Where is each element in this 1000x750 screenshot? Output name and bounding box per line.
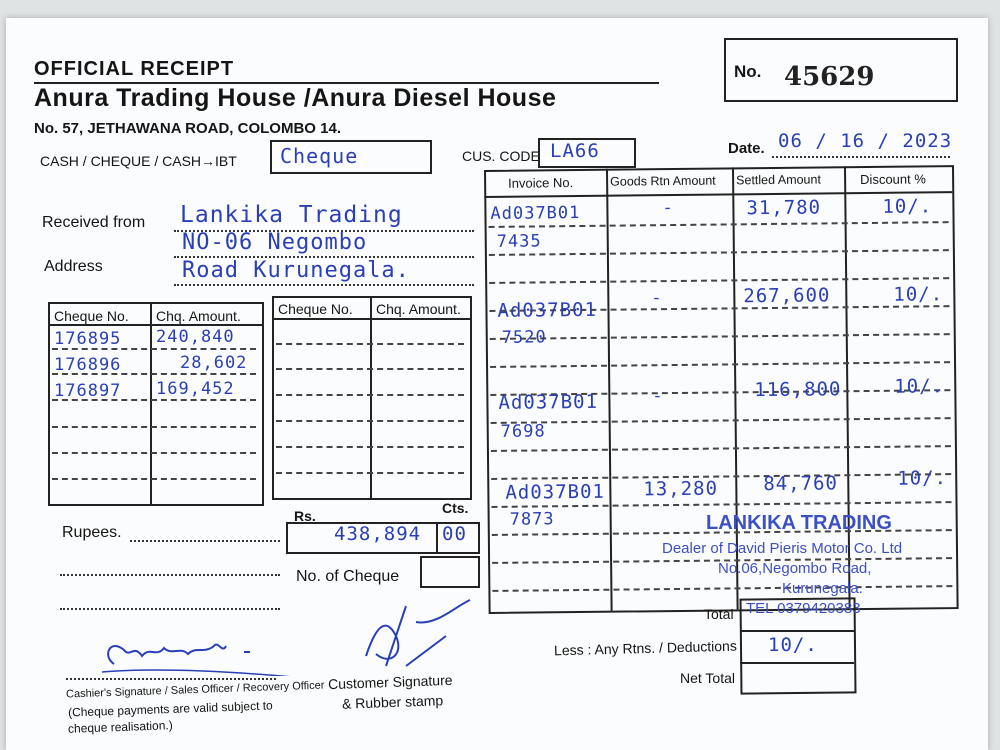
invoice-row-line-8: [491, 417, 951, 424]
invoice-4-rtn: 13,280: [643, 477, 719, 501]
received-from-label: Received from: [42, 214, 146, 231]
invoice-1-no: Ad037B01: [490, 202, 581, 224]
cus-code-value: LA66: [550, 140, 600, 162]
date-label: Date.: [728, 140, 765, 157]
cashier-label: Cashier's Signature / Sales Officer / Recovery Officer: [65, 679, 325, 701]
invoice-2-no-suffix: 7520: [501, 327, 547, 348]
rs-label: Rs.: [294, 508, 316, 524]
cheque-no-2: 176896: [54, 355, 122, 375]
no-of-cheque-box: [420, 556, 480, 588]
less-value: 10/.: [768, 634, 818, 656]
date-value: 06 / 16 / 2023: [778, 130, 953, 152]
received-from-value: Lankika Trading: [180, 202, 403, 228]
payment-types-label: CASH / CHEQUE / CASH→IBT: [40, 153, 237, 169]
invoice-col2-header: Goods Rtn Amount: [610, 173, 716, 189]
cashier-signature: [94, 616, 294, 676]
invoice-row-line-5: [490, 333, 950, 340]
company-name: Anura Trading House /Anura Diesel House: [34, 84, 557, 112]
invoice-4-no: Ad037B01: [505, 480, 606, 504]
cheque-left-row-5: [52, 452, 256, 454]
cheque-right-row-4: [276, 420, 464, 422]
invoice-col1-header: Invoice No.: [508, 175, 574, 191]
invoice-3-no-suffix: 7698: [500, 421, 546, 442]
invoice-4-settled: 84,760: [763, 472, 839, 496]
cheque-right-col1-header: Cheque No.: [278, 301, 353, 317]
less-label: Less : Any Rtns. / Deductions: [553, 637, 738, 659]
totals-line-1: [740, 630, 854, 632]
invoice-2-no: Ad037B01: [497, 298, 598, 322]
cheque-left-header-line: [48, 324, 262, 326]
cheque-right-row-5: [276, 446, 464, 448]
cus-code-label: CUS. CODE: [462, 148, 540, 164]
invoice-col4-header: Discount %: [860, 171, 926, 188]
cheque-left-col2-header: Chq. Amount.: [156, 308, 241, 324]
receipt-number: 45629: [784, 62, 875, 92]
invoice-4-discount: 10/.: [897, 467, 948, 490]
cheque-amount-2: 28,602: [180, 353, 248, 373]
invoice-2-rtn: -: [651, 288, 663, 309]
rupees-dots-2: [60, 574, 280, 576]
invoice-col3-header: Settled Amount: [736, 172, 821, 188]
invoice-3-rtn: -: [652, 386, 664, 407]
customer-signature-label-1: Customer Signature: [327, 671, 453, 693]
stamp-line-4: TEL 0379420383: [746, 600, 861, 617]
rupees-dots-1: [130, 540, 280, 542]
receipt-number-label: No.: [734, 62, 762, 81]
company-address: No. 57, JETHAWANA ROAD, COLOMBO 14.: [34, 120, 341, 137]
cts-label: Cts.: [442, 500, 469, 516]
cashier-dots: [66, 678, 276, 680]
date-dots: [772, 156, 950, 158]
customer-signature: [346, 596, 486, 676]
cheque-note-1: (Cheque payments are valid subject to: [67, 698, 273, 720]
invoice-3-discount: 10/.: [894, 375, 945, 398]
receipt-title: OFFICIAL RECEIPT: [34, 58, 235, 80]
total-label: Total: [704, 606, 734, 622]
cheque-note-2: cheque realisation.): [67, 718, 173, 736]
address-line-1: NO-06 Negombo: [182, 230, 368, 255]
invoice-row-line-3: [489, 277, 949, 284]
cheque-amount-1: 240,840: [156, 327, 235, 347]
rs-cts-divider: [436, 522, 438, 552]
cheque-no-3: 176897: [54, 381, 122, 401]
stamp-line-3: Kurunegala.: [782, 580, 863, 597]
cheque-left-col1-header: Cheque No.: [54, 308, 129, 324]
invoice-row-line-9: [491, 445, 951, 452]
invoice-col-divider-1: [606, 169, 613, 611]
cheque-right-row-1: [276, 343, 464, 345]
stamp-line-2: No.06,Negombo Road,: [718, 560, 872, 577]
invoice-2-discount: 10/.: [893, 283, 944, 306]
cts-amount-value: 00: [442, 523, 467, 545]
invoice-row-line-10: [491, 473, 951, 480]
invoice-1-discount: 10/.: [882, 195, 933, 218]
invoice-4-no-suffix: 7873: [509, 509, 555, 530]
cheque-right-row-2: [276, 368, 464, 370]
invoice-3-no: Ad037B01: [498, 390, 599, 414]
rupees-dots-3: [60, 608, 280, 610]
invoice-row-line-6: [490, 361, 950, 368]
cheque-right-col2-header: Chq. Amount.: [376, 301, 461, 317]
invoice-1-rtn: -: [662, 198, 674, 219]
customer-signature-label-2: & Rubber stamp: [341, 692, 444, 712]
payment-type-value: Cheque: [280, 144, 359, 168]
rs-amount-value: 438,894: [334, 523, 422, 545]
cheque-table-right: [272, 296, 472, 500]
net-total-label: Net Total: [680, 670, 735, 686]
cheque-right-divider: [370, 296, 372, 498]
cheque-left-divider: [150, 302, 152, 504]
stamp-name: LANKIKA TRADING: [706, 512, 892, 534]
cheque-amount-3: 169,452: [156, 379, 235, 399]
cheque-right-row-3: [276, 394, 464, 396]
cheque-left-row-6: [52, 478, 256, 480]
cheque-no-1: 176895: [54, 329, 122, 349]
totals-line-2: [740, 662, 854, 664]
invoice-1-no-suffix: 7435: [496, 231, 542, 252]
invoice-2-settled: 267,600: [743, 284, 831, 308]
receipt-paper: [6, 18, 988, 750]
invoice-1-settled: 31,780: [746, 196, 822, 220]
cheque-right-header-line: [272, 318, 470, 320]
address-dots-2: [174, 284, 474, 286]
address-line-2: Road Kurunegala.: [182, 258, 410, 283]
invoice-row-line-14: [492, 585, 952, 592]
address-label: Address: [44, 258, 103, 275]
stamp-line-1: Dealer of David Pieris Motor Co. Ltd: [662, 540, 903, 557]
no-of-cheque-label: No. of Cheque: [296, 568, 400, 585]
cheque-right-row-6: [276, 472, 464, 474]
cheque-left-row-4: [52, 426, 256, 428]
invoice-row-line-2: [489, 249, 949, 256]
invoice-3-settled: 116,800: [754, 378, 842, 402]
rupees-label: Rupees.: [62, 524, 122, 541]
